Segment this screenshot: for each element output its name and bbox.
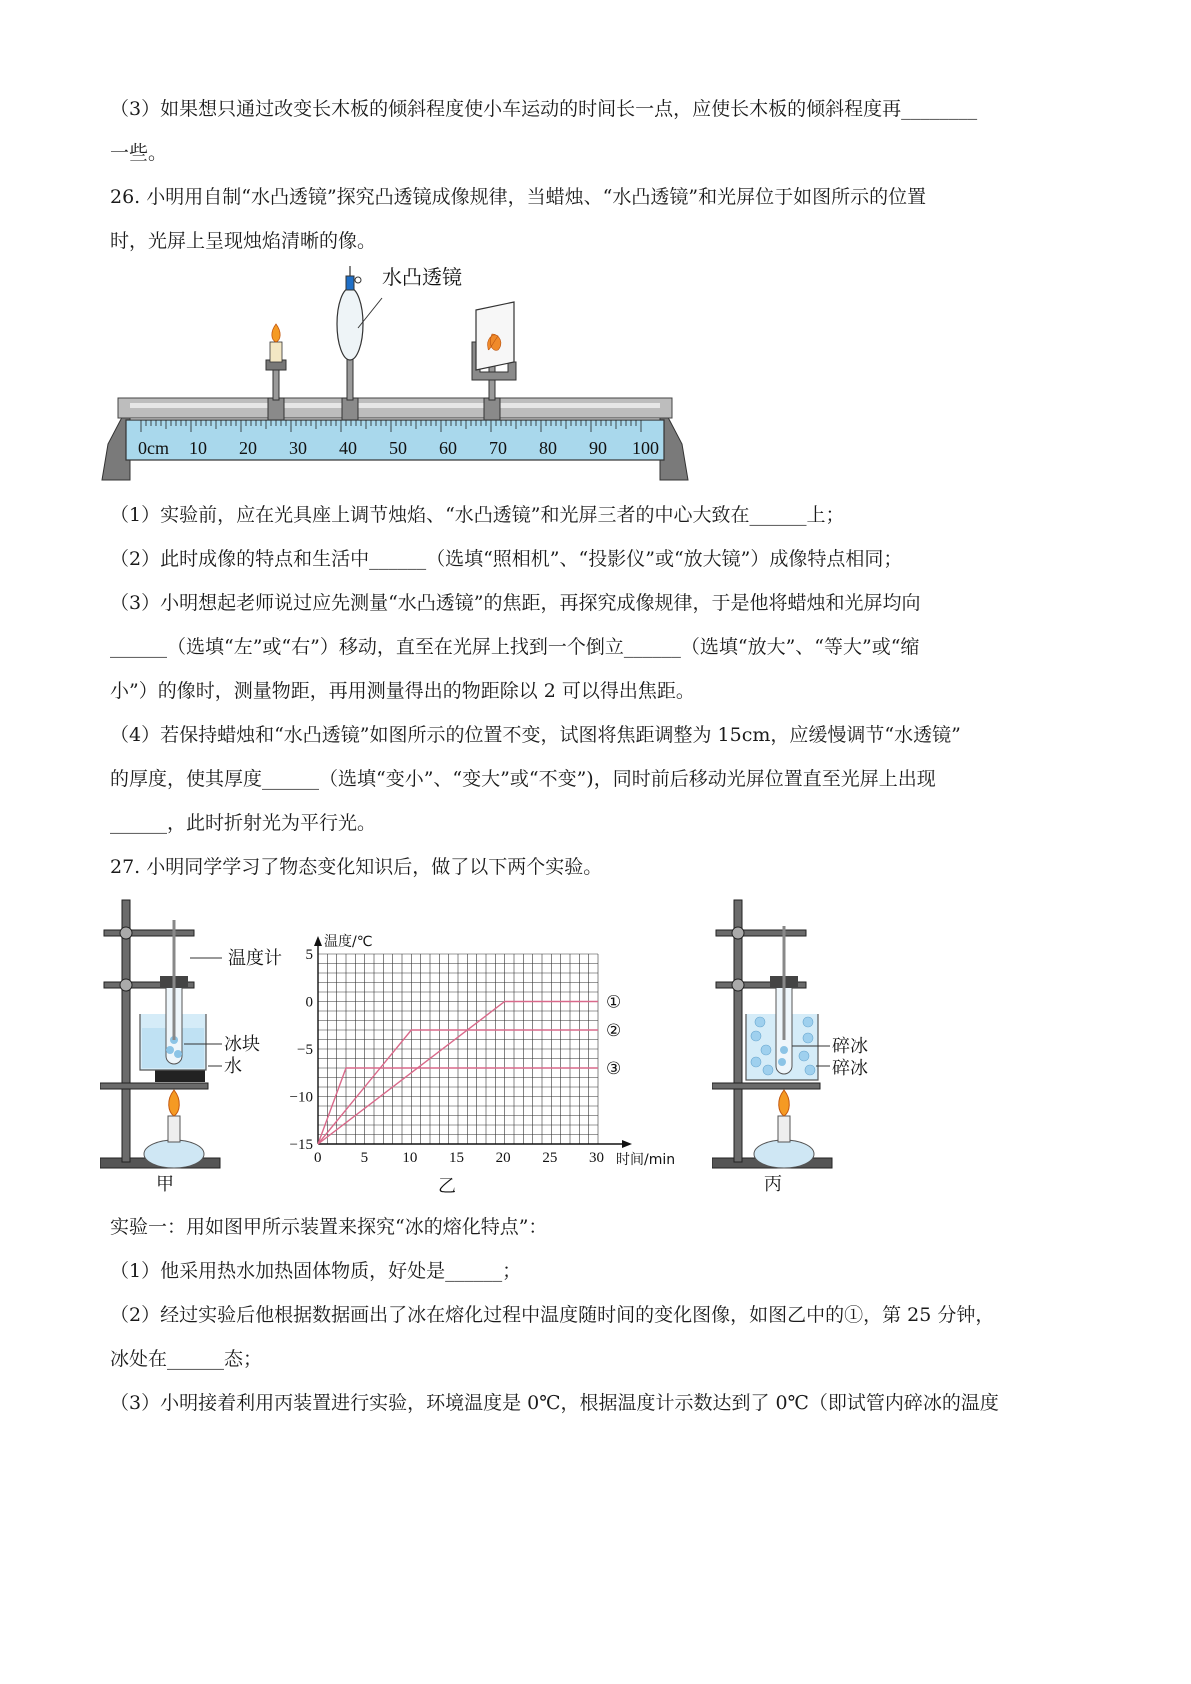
caption-yi: 乙 [438,1176,456,1197]
scale-label-80: 80 [539,438,557,458]
water-label: 水 [224,1056,242,1077]
series-label-2: ② [606,1021,622,1041]
figure-bing [712,890,912,1200]
crushed-ice-label-tube: 碎冰 [832,1036,868,1057]
scale-label-70: 70 [489,438,507,458]
x-tick-label: 15 [449,1150,464,1166]
chart-grid [318,954,598,1144]
q25-3-line1: （3）如果想只通过改变长木板的倾斜程度使小车运动的时间长一点，应使长木板的倾斜程度再________ [110,98,978,120]
chart-series-layer [318,993,621,1145]
candle-flame-icon [272,324,280,342]
x-axis-arrow-icon [622,1140,632,1148]
ice-label: 冰块 [224,1034,260,1055]
q27-2-line2: 冰处在______态； [110,1348,263,1370]
y-tick-label: −15 [290,1137,313,1153]
scale-label-90: 90 [589,438,607,458]
x-tick-label: 10 [402,1150,418,1166]
candle-holder [266,324,286,420]
optical-bench-figure [100,262,700,492]
y-tick-label: 5 [305,947,313,963]
q26-stem-line2: 时，光屏上呈现烛焰清晰的像。 [110,230,377,252]
q27-stem: 27. 小明同学学习了物态变化知识后，做了以下两个实验。 [110,856,603,878]
experiment1-heading: 实验一：用如图甲所示装置来探究“冰的熔化特点”： [110,1216,548,1238]
y-axis-label: 温度/℃ [324,934,373,950]
figure-jia [100,890,300,1200]
crushed-ice-label-beaker: 碎冰 [832,1058,868,1079]
scale-label-20: 20 [239,438,257,458]
y-tick-label: 0 [305,994,313,1011]
chart-axes [314,936,632,1148]
caption-bing: 丙 [764,1174,782,1195]
burner-flame-icon [169,1090,180,1116]
thermometer-label: 温度计 [228,948,282,969]
q27-1: （1）他采用热水加热固体物质，好处是______； [110,1260,522,1282]
x-axis-label: 时间/min [616,1152,676,1168]
x-tick-label: 25 [542,1150,558,1166]
water-lens-icon [337,288,363,360]
temperature-time-chart [290,930,710,1200]
q25-3-line2: 一些。 [110,142,168,164]
y-axis-arrow-icon [314,936,322,946]
water-lens-holder [337,266,382,420]
scale-label-10: 10 [189,438,207,458]
caption-jia: 甲 [156,1174,174,1195]
x-tick-label: 30 [589,1150,604,1166]
q27-2-line1: （2）经过实验后他根据数据画出了冰在熔化过程中温度随时间的变化图像，如图乙中的①，第 25 分钟， [110,1304,995,1326]
q26-4-line1: （4）若保持蜡烛和“水凸透镜”如图所示的位置不变，试图将焦距调整为 15cm，应缓慢调节“水透镜” [110,724,961,746]
scale-label-40: 40 [339,438,357,458]
burner-flame-icon [779,1090,790,1116]
scale-label-30: 30 [289,438,307,458]
q27-3-line1: （3）小明接着利用丙装置进行实验，环境温度是 0℃，根据温度计示数达到了 0℃（即试管内碎冰的温度 [110,1392,999,1414]
x-tick-label: 5 [360,1150,369,1166]
series-label-3: ③ [606,1059,622,1079]
q26-3-line1: （3）小明想起老师说过应先测量“水凸透镜”的焦距，再探究成像规律，于是他将蜡烛和光屏均向 [110,592,921,614]
y-tick-label: −5 [297,1042,313,1058]
scale-label-60: 60 [439,438,457,458]
x-tick-label: 20 [495,1150,511,1166]
q26-1: （1）实验前，应在光具座上调节烛焰、“水凸透镜”和光屏三者的中心大致在______上； [110,504,845,526]
series-label-1: ① [606,992,622,1013]
q26-4-line2: 的厚度，使其厚度______（选填“变小”、“变大”或“不变”)，同时前后移动光屏位置直至光屏上出现 [110,768,936,790]
q26-3-line2: ______（选填“左”或“右”）移动，直至在光屏上找到一个倒立______（选填“放大”、“等大”或“缩 [110,636,920,658]
scale-label-100: 100 [632,438,659,458]
water-lens-label: 水凸透镜 [382,265,462,289]
q26-3-line3: 小”）的像时，测量物距，再用测量得出的物距除以 2 可以得出焦距。 [110,680,695,702]
scale-label-50: 50 [389,438,407,458]
x-tick-label: 0 [314,1150,322,1166]
scale-label-0: 0cm [138,438,169,458]
q26-2: （2）此时成像的特点和生活中______（选填“照相机”、“投影仪”或“放大镜”）成像特点相同； [110,548,903,570]
q26-stem-line1: 26. 小明用自制“水凸透镜”探究凸透镜成像规律，当蜡烛、“水凸透镜”和光屏位于如图所示的位置 [110,186,927,208]
q26-4-line3: ______，此时折射光为平行光。 [110,812,377,834]
y-tick-label: −10 [290,1089,313,1106]
